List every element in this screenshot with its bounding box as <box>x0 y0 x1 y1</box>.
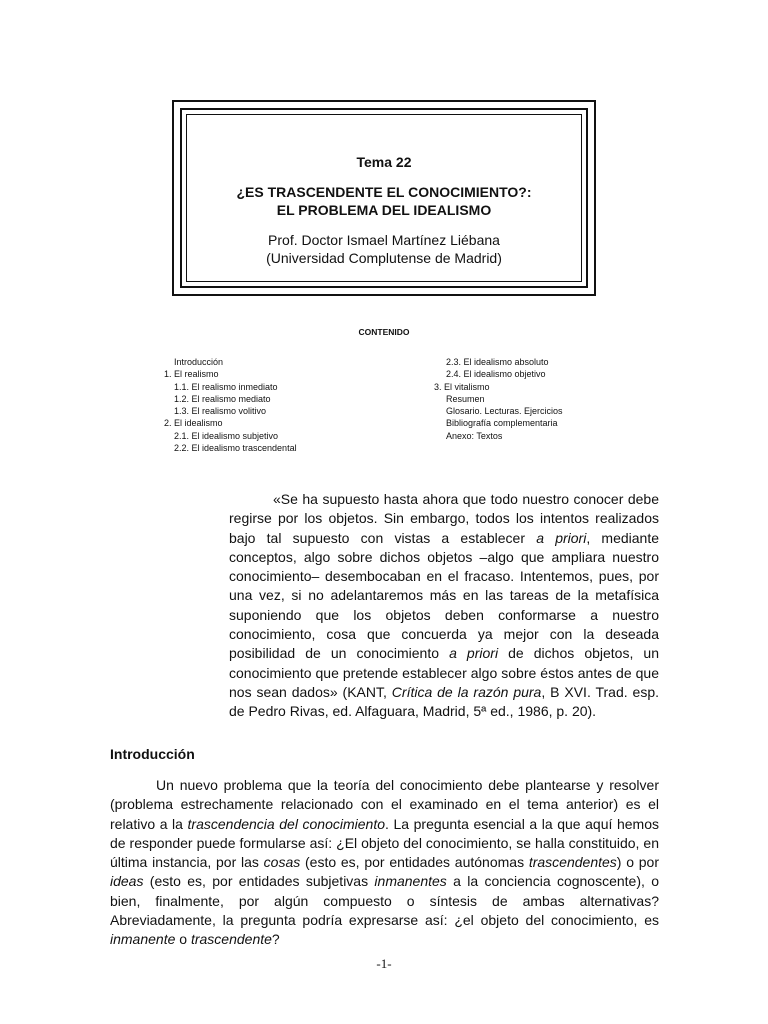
title-block <box>187 153 581 267</box>
title-box-frame <box>180 108 588 288</box>
quote-emphasis: Crítica de la razón pura <box>391 683 542 700</box>
toc-item: Introducción <box>174 357 224 367</box>
author: Prof. Doctor Ismael Martínez Liébana <box>268 232 500 248</box>
quote-emphasis: a priori <box>449 645 499 662</box>
body-emphasis: ideas <box>110 873 144 890</box>
topic-number: Tema 22 <box>356 154 412 170</box>
toc-item: 1. El realismo <box>164 369 219 380</box>
toc-item: Glosario. Lecturas. Ejercicios <box>446 406 563 417</box>
body-text: o <box>175 931 191 948</box>
body-emphasis: cosas <box>263 854 301 871</box>
body-text: ? <box>271 931 280 948</box>
body-text: ) o por <box>616 854 660 871</box>
intro-paragraph <box>110 776 659 950</box>
institution: (Universidad Complutense de Madrid) <box>266 250 502 266</box>
body-text: (esto es, por entidades subjetivas <box>143 873 375 890</box>
body-emphasis: inmanentes <box>374 873 447 890</box>
contents-heading: CONTENIDO <box>358 327 410 337</box>
quote-text: de dichos objetos, un conocimiento que pretende establecer algo sobre éstos antes de que nos sean dados» (KANT, <box>229 645 659 700</box>
section-heading-introduccion: Introducción <box>110 746 195 762</box>
quote-emphasis: a priori <box>536 529 587 546</box>
body-emphasis: trascendente <box>190 931 272 948</box>
kant-quote <box>229 490 659 722</box>
toc-item: Bibliografía complementaria <box>446 418 558 429</box>
page-number: -1- <box>376 956 392 971</box>
toc-item: Anexo: Textos <box>446 430 503 441</box>
quote-text: , mediante conceptos, algo sobre dichos objetos –algo que ampliara nuestro conocimiento– desembocaban en el fracaso. Intentemos, pues, por una vez, si no adelantaremos más en las tareas de la metafísica suponiendo que los objetos deben conformarse a nuestro conocimiento, cosa que concuerda ya mejor con la deseada posibilidad de un conocimiento <box>229 529 660 662</box>
quote-paragraph <box>229 490 659 722</box>
main-title-line1: ¿ES TRASCENDENTE EL CONOCIMIENTO?: <box>236 184 532 200</box>
body-text: (esto es, por entidades autónomas <box>300 854 529 871</box>
main-title-line2: EL PROBLEMA DEL IDEALISMO <box>276 202 492 218</box>
body-emphasis: trascendencia del conocimiento <box>187 815 386 832</box>
body-emphasis: trascendentes <box>528 854 617 871</box>
title-box <box>172 100 596 296</box>
toc-item: 2.4. El idealismo objetivo <box>446 369 546 380</box>
toc-item: 1.1. El realismo inmediato <box>174 381 278 392</box>
toc-right-column <box>434 356 563 442</box>
toc-item: Resumen <box>446 393 485 404</box>
body-text: . La pregunta esencial a la que aquí hemos de responder puede formularse así: ¿El objeto del conocimiento, se halla constituido, en última instancia, por las <box>110 815 659 871</box>
body-emphasis: inmanente <box>110 931 176 948</box>
body-text: Un nuevo problema que la teoría del conocimiento debe plantearse y resolver (problema estrechamente relacionado con el examinado en el tema anterior) es el relativo a la <box>110 777 659 832</box>
toc-left-column <box>164 356 297 454</box>
toc-item: 2. El idealismo <box>164 418 223 429</box>
intro-body <box>110 776 659 950</box>
quote-text: «Se ha supuesto hasta ahora que todo nuestro conocer debe regirse por los objetos. Sin embargo, todos los intentos realizados bajo tal supuesto con vistas a establecer <box>229 491 659 546</box>
toc-item: 1.2. El realismo mediato <box>174 393 271 404</box>
toc-item: 2.1. El idealismo subjetivo <box>174 430 279 441</box>
toc-item: 1.3. El realismo volitivo <box>174 406 267 417</box>
body-text: a la conciencia cognoscente), o bien, finalmente, por algún compuesto o síntesis de ambas alternativas? Abreviadamente, la pregunta podría expresarse así: ¿el objeto del conocimiento, es <box>110 873 659 929</box>
toc-item: 3. El vitalismo <box>434 381 490 392</box>
quote-text: , B XVI. Trad. esp. de Pedro Rivas, ed. Alfaguara, Madrid, 5ª ed., 1986, p. 20). <box>229 683 659 720</box>
toc-item: 2.3. El idealismo absoluto <box>446 357 549 367</box>
toc-item: 2.2. El idealismo trascendental <box>174 443 297 454</box>
title-box-inner-frame <box>186 114 582 282</box>
